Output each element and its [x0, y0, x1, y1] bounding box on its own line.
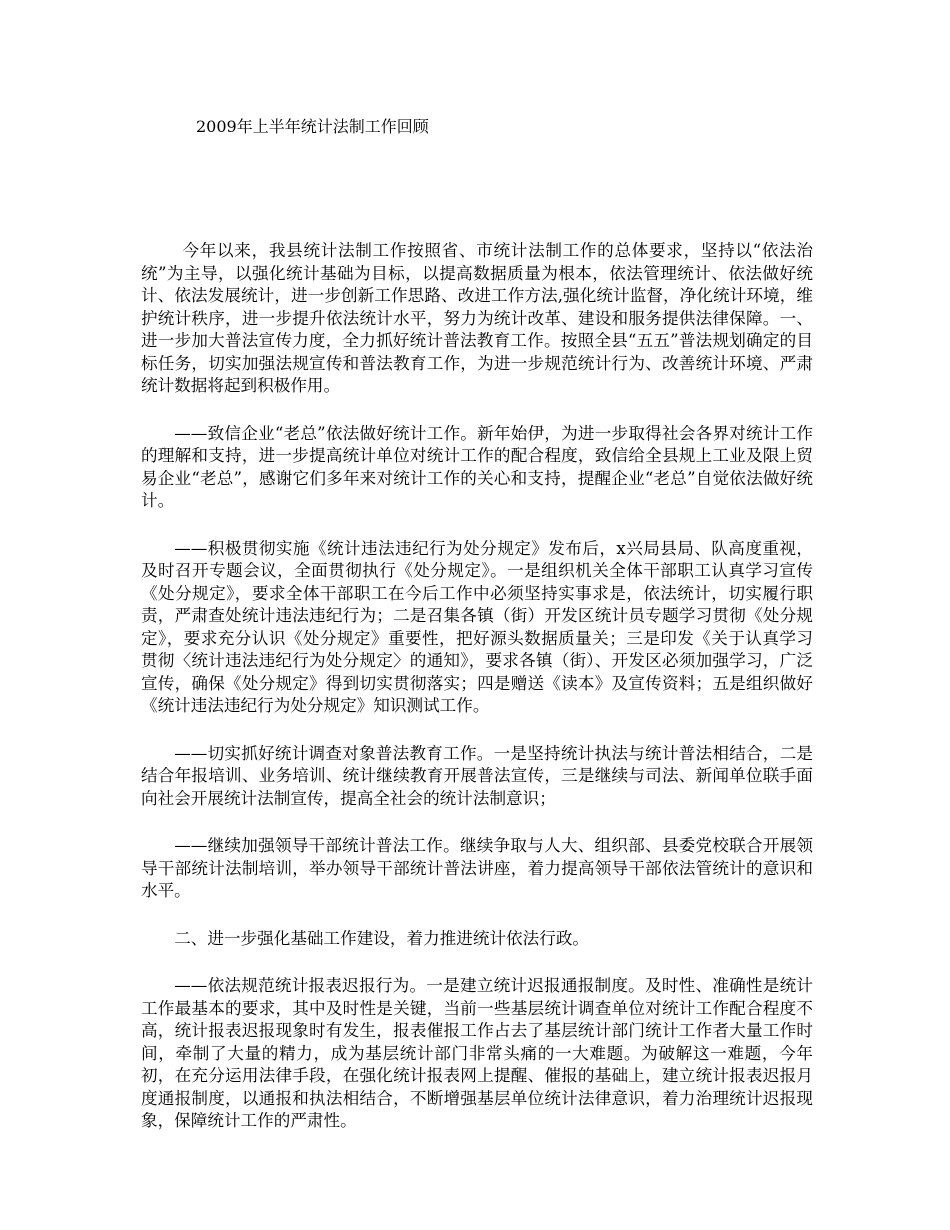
section-heading-two: 二、进一步强化基础工作建设，着力推进统计依法行政。: [174, 928, 590, 948]
paragraph-implement-regulations: ——积极贯彻实施《统计违法违纪行为处分规定》发布后，x兴局县局、队高度重视，及时召开专题会议，全面贯彻执行《处分规定》。一是组织机关全体干部职工认真学习宣传《处分规定》，要求全体干部职工在今后工作中必须坚持实事求是，依法统计，切实履行职责，严肃查处统计违法违纪行为；二是召集各镇（街）开发区统计员专题学习贯彻《处分规定》，要求充分认识《处分规定》重要性，把好源头数据质量关；三是印发《关于认真学习贯彻〈统计违法违纪行为处分规定〉的通知》，要求各镇（街）、开发区必须加强学习，广泛宣传，确保《处分规定》得到切实贯彻落实；四是赠送《读本》及宣传资料；五是组织做好《统计违法违纪行为处分规定》知识测试工作。: [141, 538, 813, 715]
paragraph-late-reporting: ——依法规范统计报表迟报行为。一是建立统计迟报通报制度。及时性、准确性是统计工作最基本的要求，其中及时性是关键，当前一些基层统计调查单位对统计工作配合程度不高，统计报表迟报现象时有发生，报表催报工作占去了基层统计部门统计工作者大量工作时间，牵制了大量的精力，成为基层统计部门非常头痛的一大难题。为破解这一难题，今年初，在充分运用法律手段，在强化统计报表网上提醒、催报的基础上，建立统计报表迟报月度通报制度，以通报和执法相结合，不断增强基层单位统计法律意识，着力治理统计迟报现象，保障统计工作的严肃性。: [141, 976, 813, 1130]
paragraph-letter-to-executives: ——致信企业“老总”依法做好统计工作。新年始伊，为进一步取得社会各界对统计工作的理解和支持，进一步提高统计单位对统计工作的配合程度，致信给全县规上工业及限上贸易企业“老总”，感谢它们多年来对统计工作的关心和支持，提醒企业“老总”自觉依法做好统计。: [141, 423, 813, 510]
paragraph-survey-education: ——切实抓好统计调查对象普法教育工作。一是坚持统计执法与统计普法相结合，二是结合年报培训、业务培训、统计继续教育开展普法宣传，三是继续与司法、新闻单位联手面向社会开展统计法制宣传，提高全社会的统计法制意识；: [141, 743, 813, 808]
paragraph-intro: 今年以来，我县统计法制工作按照省、市统计法制工作的总体要求，坚持以“依法治统”为主导，以强化统计基础为目标，以提高数据质量为根本，依法管理统计、依法做好统计、依法发展统计，进一步创新工作思路、改进工作方法,强化统计监督，净化统计环境，维护统计秩序，进一步提升依法统计水平，努力为统计改革、建设和服务提供法律保障。一、进一步加大普法宣传力度，全力抓好统计普法教育工作。按照全县“五五”普法规划确定的目标任务，切实加强法规宣传和普法教育工作，为进一步规范统计行为、改善统计环境、严肃统计数据将起到积极作用。: [141, 241, 813, 395]
paragraph-leadership-education: ——继续加强领导干部统计普法工作。继续争取与人大、组织部、县委党校联合开展领导干部统计法制培训，举办领导干部统计普法讲座，着力提高领导干部依法管统计的意识和水平。: [141, 836, 813, 900]
document-title: 2009年上半年统计法制工作回顾: [196, 117, 429, 136]
document-body: [141, 240, 813, 1158]
